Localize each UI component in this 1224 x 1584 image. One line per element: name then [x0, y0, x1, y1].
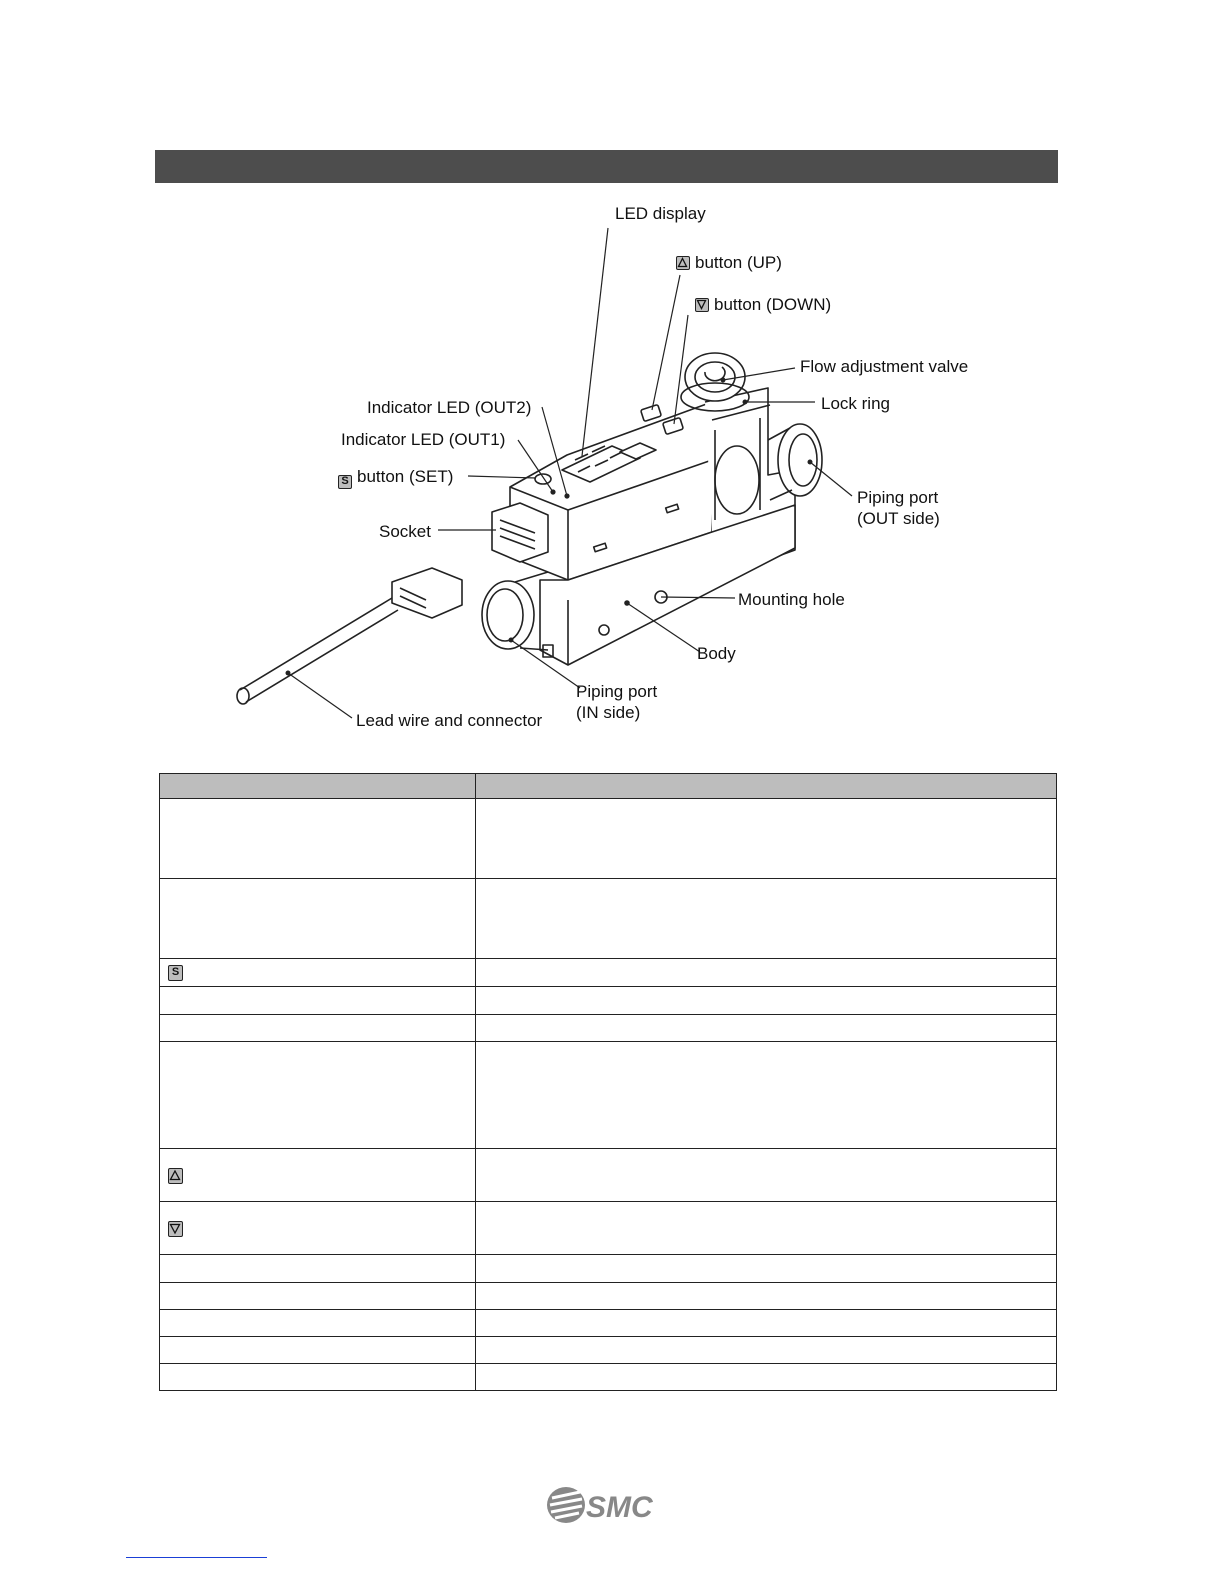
table-row	[160, 1283, 1057, 1310]
label-body: Body	[697, 644, 736, 663]
table-row	[160, 1015, 1057, 1042]
table-row	[160, 879, 1057, 959]
label-piping-out-1: Piping port	[857, 488, 939, 507]
label-up-text: button (UP)	[695, 253, 782, 272]
table-row	[160, 799, 1057, 879]
label-socket: Socket	[379, 522, 431, 541]
down-key-icon	[695, 298, 709, 312]
up-button-shape	[641, 405, 662, 422]
table-header-cell	[476, 774, 1057, 799]
table-header-row	[160, 774, 1057, 799]
label-flow-valve: Flow adjustment valve	[800, 357, 969, 376]
up-key-icon	[676, 256, 690, 270]
socket-shape	[492, 503, 548, 562]
label-indicator-out1: Indicator LED (OUT1)	[341, 430, 506, 449]
table-row	[160, 1202, 1057, 1255]
up-key-icon	[168, 1168, 183, 1184]
table-row	[160, 1149, 1057, 1202]
flow-valve-knob	[685, 353, 745, 401]
label-set-button	[338, 466, 453, 489]
table-row	[160, 987, 1057, 1015]
table-row	[160, 1310, 1057, 1337]
label-down-button	[695, 294, 831, 315]
label-piping-in-2: (IN side)	[576, 703, 641, 722]
table-row	[160, 959, 1057, 987]
label-piping-in-1: Piping port	[576, 682, 658, 701]
label-set-text: button (SET)	[357, 467, 454, 486]
set-button-shape	[535, 474, 551, 484]
label-down-text: button (DOWN)	[714, 295, 832, 314]
label-piping-out-2: (OUT side)	[857, 509, 940, 528]
table-row	[160, 1337, 1057, 1364]
piping-port-in	[482, 581, 534, 649]
table-row	[160, 1255, 1057, 1283]
label-lead-wire: Lead wire and connector	[356, 711, 543, 730]
label-up-button	[676, 252, 782, 273]
table-row	[160, 1364, 1057, 1391]
parts-table	[159, 773, 1057, 1391]
set-key-icon: S	[338, 475, 352, 489]
table-row	[160, 1042, 1057, 1149]
label-lock-ring: Lock ring	[821, 394, 890, 413]
down-key-icon	[168, 1221, 183, 1237]
lead-wire-cable	[240, 598, 398, 702]
lead-connector-shape	[392, 568, 462, 618]
footer-link-underline	[126, 1557, 267, 1558]
label-led-display: LED display	[615, 204, 706, 223]
table-header-cell	[160, 774, 476, 799]
smc-logo	[546, 1484, 668, 1526]
product-diagram	[0, 0, 1224, 760]
set-key-icon: S	[168, 965, 183, 981]
label-mounting-hole: Mounting hole	[738, 590, 845, 609]
smc-logo-text: SMC	[586, 1491, 653, 1524]
label-indicator-out2: Indicator LED (OUT2)	[367, 398, 532, 417]
